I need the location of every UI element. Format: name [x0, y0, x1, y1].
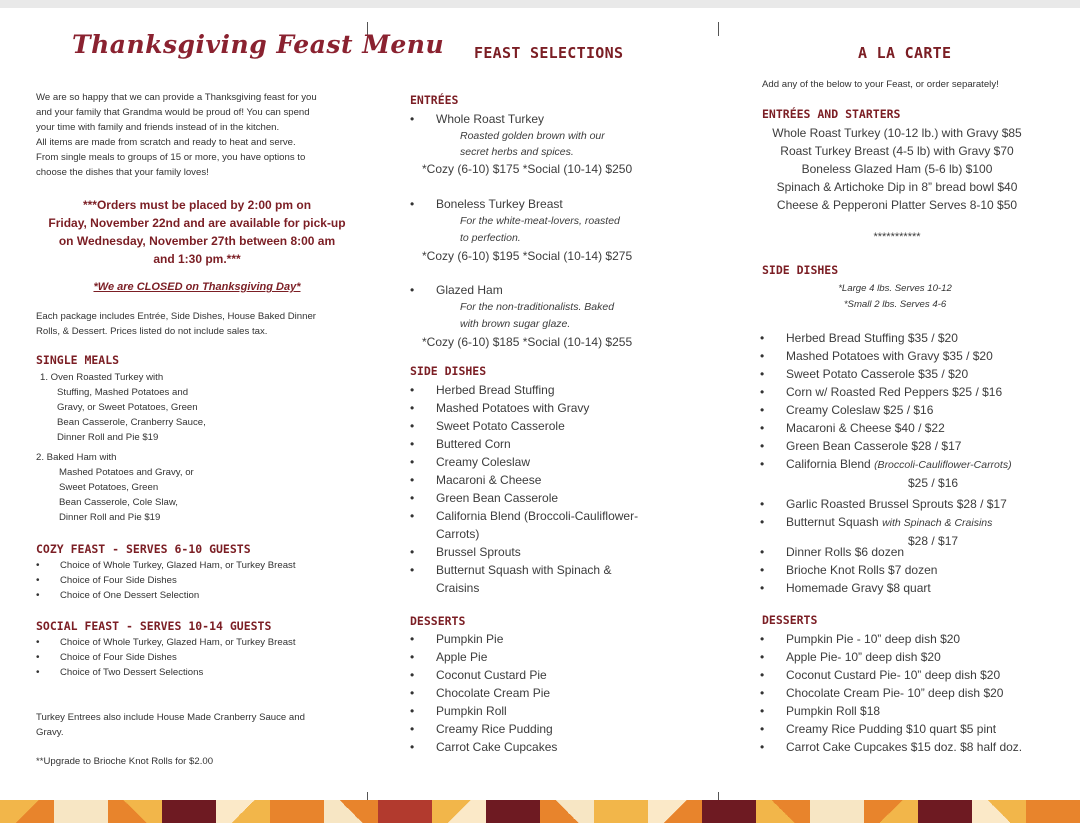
list-item: • Chocolate Cream Pie- 10” deep dish $20: [786, 684, 1022, 702]
list-item: • Choice of One Dessert Selection: [60, 588, 296, 603]
menu-title: Thanksgiving Feast Menu: [72, 30, 445, 59]
list-item: • Choice of Four Side Dishes: [60, 573, 296, 588]
list-item: • Brioche Knot Rolls $7 dozen: [786, 561, 937, 579]
list-item: • Choice of Whole Turkey, Glazed Ham, or Turkey Breast: [60, 635, 296, 650]
entree-turkey-breast: • Boneless Turkey Breast For the white-meat-lovers, roasted to perfection. *Cozy (6-10) $195 *Social (10-14) $275: [436, 195, 632, 265]
entree-name: • Glazed Ham: [436, 281, 632, 299]
list-item: Whole Roast Turkey (10-12 lb.) with Gravy $85: [772, 126, 1022, 140]
list-item: • California Blend (Broccoli-Cauliflower-Carrots): [786, 455, 1012, 474]
social-feast-heading: SOCIAL FEAST - SERVES 10-14 GUESTS: [36, 619, 272, 633]
list-item: • Garlic Roasted Brussel Sprouts $28 / $17: [786, 495, 1012, 513]
single-meal-2: 2. Baked Ham with Mashed Potatoes and Gravy, or Sweet Potatoes, Green Bean Casserole, Cole Slaw, Dinner Roll and Pie $19: [36, 452, 194, 523]
size-large: *Large 4 lbs. Serves 10-12: [838, 283, 952, 294]
list-item: • California Blend (Broccoli-Cauliflower-: [436, 507, 638, 525]
list-item: • Creamy Rice Pudding $10 quart $5 pint: [786, 720, 1022, 738]
list-item: • Macaroni & Cheese: [436, 471, 638, 489]
entrees-heading: ENTRÉES: [410, 93, 459, 107]
closed-notice: *We are CLOSED on Thanksgiving Day*: [93, 281, 301, 293]
list-item: • Mashed Potatoes with Gravy $35 / $20: [786, 347, 1012, 365]
list-item: • Chocolate Cream Pie: [436, 684, 557, 702]
a-la-carte-sides-list: [786, 329, 1012, 550]
entree-price: *Cozy (6-10) $175 *Social (10-14) $250: [422, 162, 633, 176]
intro-paragraph: We are so happy that we can provide a Thanksgiving feast for you and your family that Grandma would be proud of! You can spend your time with family and friends instead of in the kitchen. All items are made from scratch and ready to heat and serve. From single meals to groups of 15 or more, you have options to choose the dishes that your family loves!: [36, 92, 317, 178]
list-item: Boneless Glazed Ham (5-6 lb) $100: [801, 162, 993, 176]
list-item: • Coconut Custard Pie: [436, 666, 557, 684]
upgrade-note: **Upgrade to Brioche Knot Rolls for $2.00: [36, 756, 214, 767]
feast-selections-heading: FEAST SELECTIONS: [474, 44, 624, 62]
desserts-heading: DESSERTS: [410, 614, 466, 628]
list-item: Roast Turkey Breast (4-5 lb) with Gravy $70: [780, 144, 1014, 158]
list-item: • Green Bean Casserole: [436, 489, 638, 507]
list-item: • Creamy Rice Pudding: [436, 720, 557, 738]
single-meal-1: 1. Oven Roasted Turkey with Stuffing, Mashed Potatoes and Gravy, or Sweet Potatoes, Green Bean Casserole, Cranberry Sauce, Dinner Roll and Pie $19: [40, 372, 206, 443]
a-la-carte-subhead: Add any of the below to your Feast, or order separately!: [762, 79, 999, 90]
decorative-border: [0, 800, 1080, 823]
rolls-gravy-list: [786, 543, 937, 597]
list-item: • Sweet Potato Casserole: [436, 417, 638, 435]
list-item: • Choice of Whole Turkey, Glazed Ham, or Turkey Breast: [60, 558, 296, 573]
list-item: • Butternut Squash with Spinach & Craisins: [786, 513, 1012, 532]
list-item-continued: Craisins: [436, 581, 480, 595]
order-deadline: ***Orders must be placed by 2:00 pm on Friday, November 22nd and are available for pick-up on Wednesday, November 27th between 8:00 am and 1:30 pm.***: [48, 198, 346, 266]
a-la-carte-heading: A LA CARTE: [858, 44, 952, 62]
desserts-list: [436, 630, 557, 756]
star-divider: ***********: [873, 231, 921, 243]
entree-glazed-ham: • Glazed Ham For the non-traditionalists. Baked with brown sugar glaze. *Cozy (6-10) $185 *Social (10-14) $255: [436, 281, 632, 351]
cozy-feast-heading: COZY FEAST - SERVES 6-10 GUESTS: [36, 542, 251, 556]
list-item: • Choice of Two Dessert Selections: [60, 665, 296, 680]
package-note: Each package includes Entrée, Side Dishes, House Baked Dinner Rolls, & Dessert. Prices listed do not include sales tax.: [36, 311, 316, 337]
entree-price: *Cozy (6-10) $185 *Social (10-14) $255: [422, 335, 633, 349]
list-item-price: $25 / $16: [908, 476, 959, 490]
list-item: • Buttered Corn: [436, 435, 638, 453]
cozy-feast-list: [60, 558, 296, 603]
list-item: • Mashed Potatoes with Gravy: [436, 399, 638, 417]
a-la-carte-desserts-list: [786, 630, 1022, 756]
top-strip: [0, 0, 1080, 8]
fold-mark: [718, 22, 719, 36]
entrees-starters-heading: ENTRÉES AND STARTERS: [762, 107, 901, 121]
entree-whole-turkey: • Whole Roast Turkey Roasted golden brown with our secret herbs and spices. *Cozy (6-10) $175 *Social (10-14) $250: [436, 110, 632, 178]
list-item: • Macaroni & Cheese $40 / $22: [786, 419, 1012, 437]
list-item: • Green Bean Casserole $28 / $17: [786, 437, 1012, 455]
list-item: • Creamy Coleslaw: [436, 453, 638, 471]
list-item: • Choice of Four Side Dishes: [60, 650, 296, 665]
list-item: • Pumpkin Pie: [436, 630, 557, 648]
list-item: • Pumpkin Roll $18: [786, 702, 1022, 720]
list-item: • Herbed Bread Stuffing $35 / $20: [786, 329, 1012, 347]
list-item: • Apple Pie: [436, 648, 557, 666]
list-item: • Dinner Rolls $6 dozen: [786, 543, 937, 561]
list-item: • Herbed Bread Stuffing: [436, 381, 638, 399]
a-la-carte-sides-heading: SIDE DISHES: [762, 263, 839, 277]
list-item-continued: Carrots): [436, 527, 480, 541]
size-small: *Small 2 lbs. Serves 4-6: [843, 299, 947, 310]
side-dishes-list: [436, 381, 638, 597]
side-dishes-heading: SIDE DISHES: [410, 364, 487, 378]
list-item: Cheese & Pepperoni Platter Serves 8-10 $50: [776, 198, 1018, 212]
list-item: • Carrot Cake Cupcakes: [436, 738, 557, 756]
list-item: • Butternut Squash with Spinach &: [436, 561, 638, 579]
turkey-entree-note: Turkey Entrees also include House Made Cranberry Sauce and Gravy.: [36, 712, 305, 738]
list-item-price: $28 / $17: [908, 534, 959, 548]
list-item: • Pumpkin Pie - 10” deep dish $20: [786, 630, 1022, 648]
entree-name: • Whole Roast Turkey: [436, 110, 632, 128]
list-item: Spinach & Artichoke Dip in 8” bread bowl $40: [776, 180, 1018, 194]
list-item: • Coconut Custard Pie- 10” deep dish $20: [786, 666, 1022, 684]
starters-list: [758, 124, 1036, 214]
a-la-carte-desserts-heading: DESSERTS: [762, 613, 818, 627]
list-item: • Carrot Cake Cupcakes $15 doz. $8 half doz.: [786, 738, 1022, 756]
list-item: • Homemade Gravy $8 quart: [786, 579, 937, 597]
single-meals-heading: SINGLE MEALS: [36, 353, 120, 367]
social-feast-list: [60, 635, 296, 680]
entree-price: *Cozy (6-10) $195 *Social (10-14) $275: [422, 249, 633, 263]
list-item: • Creamy Coleslaw $25 / $16: [786, 401, 1012, 419]
list-item: • Brussel Sprouts: [436, 543, 638, 561]
list-item: • Sweet Potato Casserole $35 / $20: [786, 365, 1012, 383]
list-item: • Pumpkin Roll: [436, 702, 557, 720]
list-item: • Corn w/ Roasted Red Peppers $25 / $16: [786, 383, 1012, 401]
entree-name: • Boneless Turkey Breast: [436, 195, 632, 213]
list-item: • Apple Pie- 10” deep dish $20: [786, 648, 1022, 666]
